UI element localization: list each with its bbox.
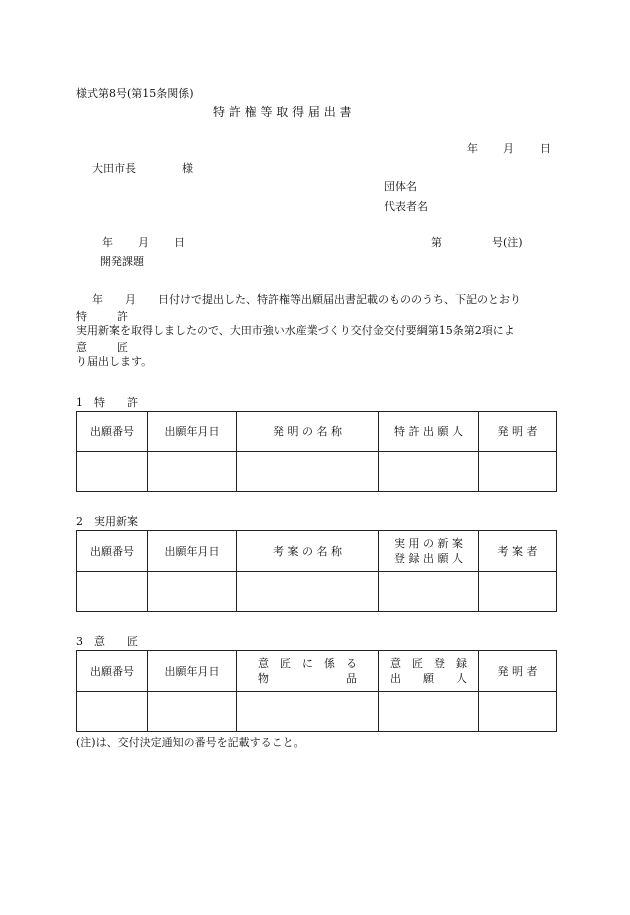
design-table xyxy=(76,650,557,732)
patent-cell-inventor[interactable] xyxy=(479,452,557,492)
body-stack-sho: 匠 xyxy=(117,341,128,354)
form-number: 様式第8号(第15条関係) xyxy=(76,87,194,100)
design-cell-applicant[interactable] xyxy=(379,692,479,732)
section-3-heading: 意 匠 xyxy=(94,635,138,648)
design-header-app-no: 出願番号 xyxy=(77,651,148,692)
patent-header-inventor: 発 明 者 xyxy=(479,412,557,452)
patent-header-app-date: 出願年月日 xyxy=(148,412,237,452)
document-title: 特 許 権 等 取 得 届 出 書 xyxy=(213,105,352,119)
date-month-label: 月 xyxy=(503,142,514,155)
patent-table xyxy=(76,411,557,492)
utility-header-applicant-line1: 実 用 の 新 案 xyxy=(394,537,463,550)
body-line3: り届出します。 xyxy=(76,355,153,368)
utility-header-deviser: 考 案 者 xyxy=(479,531,557,572)
body-stack-tok: 特 xyxy=(76,310,87,323)
footnote: (注)は、交付決定通知の番号を記載すること。 xyxy=(76,736,305,749)
utility-header-app-date: 出願年月日 xyxy=(148,531,237,572)
utility-cell-app-no[interactable] xyxy=(77,572,148,612)
utility-cell-app-date[interactable] xyxy=(148,572,237,612)
patent-cell-applicant[interactable] xyxy=(379,452,479,492)
patent-cell-app-date[interactable] xyxy=(148,452,237,492)
addressee-name: 大田市長 xyxy=(92,162,136,175)
utility-cell-applicant[interactable] xyxy=(379,572,479,612)
design-cell-app-date[interactable] xyxy=(148,692,237,732)
section-3-number: 3 xyxy=(76,635,83,648)
utility-header-device-name: 考 案 の 名 称 xyxy=(237,531,379,572)
decision-number-suffix: 号(注) xyxy=(492,236,523,249)
design-cell-app-no[interactable] xyxy=(77,692,148,732)
utility-header-applicant xyxy=(379,531,479,572)
representative-label: 代表者名 xyxy=(384,200,428,213)
decision-number-prefix: 第 xyxy=(431,236,442,249)
utility-header-applicant-line2: 登 録 出 願 人 xyxy=(394,552,463,565)
design-header-article-line2: 物 品 xyxy=(258,672,357,685)
decision-month-label: 月 xyxy=(138,236,149,249)
section-1-heading: 特 許 xyxy=(94,396,138,409)
design-header-article xyxy=(237,651,379,692)
section-2-number: 2 xyxy=(76,515,83,528)
subject-label: 開発課題 xyxy=(100,255,144,268)
body-line1: 日付けで提出した、特許権等出願届出書記載のもののうち、下記のとおり xyxy=(158,293,521,306)
design-header-applicant-line2: 出 願 人 xyxy=(390,672,467,685)
utility-header-app-no: 出願番号 xyxy=(77,531,148,572)
addressee-honorific: 様 xyxy=(182,162,193,175)
utility-model-table xyxy=(76,530,557,612)
design-header-article-line1: 意 匠 に 係 る xyxy=(258,657,357,670)
section-2-heading: 実用新案 xyxy=(94,515,138,528)
patent-cell-app-no[interactable] xyxy=(77,452,148,492)
design-header-applicant-line1: 意 匠 登 録 xyxy=(390,657,467,670)
utility-cell-device-name[interactable] xyxy=(237,572,379,612)
design-header-creator: 発 明 者 xyxy=(479,651,557,692)
design-header-app-date: 出願年月日 xyxy=(148,651,237,692)
section-1-number: 1 xyxy=(76,396,83,409)
design-cell-creator[interactable] xyxy=(479,692,557,732)
org-name-label: 団体名 xyxy=(384,180,417,193)
body-stack-i: 意 xyxy=(76,341,87,354)
patent-cell-invention-name[interactable] xyxy=(237,452,379,492)
decision-year-label: 年 xyxy=(102,236,113,249)
body-line1-month: 月 xyxy=(125,293,136,306)
date-year-label: 年 xyxy=(467,142,478,155)
utility-cell-deviser[interactable] xyxy=(479,572,557,612)
decision-day-label: 日 xyxy=(174,236,185,249)
body-line2: 実用新案を取得しましたので、大田市強い水産業づくり交付金交付要綱第15条第2項によ xyxy=(76,324,515,337)
patent-header-invention-name: 発 明 の 名 称 xyxy=(237,412,379,452)
body-stack-kyo: 許 xyxy=(117,310,128,323)
design-cell-article[interactable] xyxy=(237,692,379,732)
patent-header-app-no: 出願番号 xyxy=(77,412,148,452)
date-day-label: 日 xyxy=(540,142,551,155)
design-header-applicant xyxy=(379,651,479,692)
body-line1-year: 年 xyxy=(92,293,103,306)
patent-header-applicant: 特 許 出 願 人 xyxy=(379,412,479,452)
